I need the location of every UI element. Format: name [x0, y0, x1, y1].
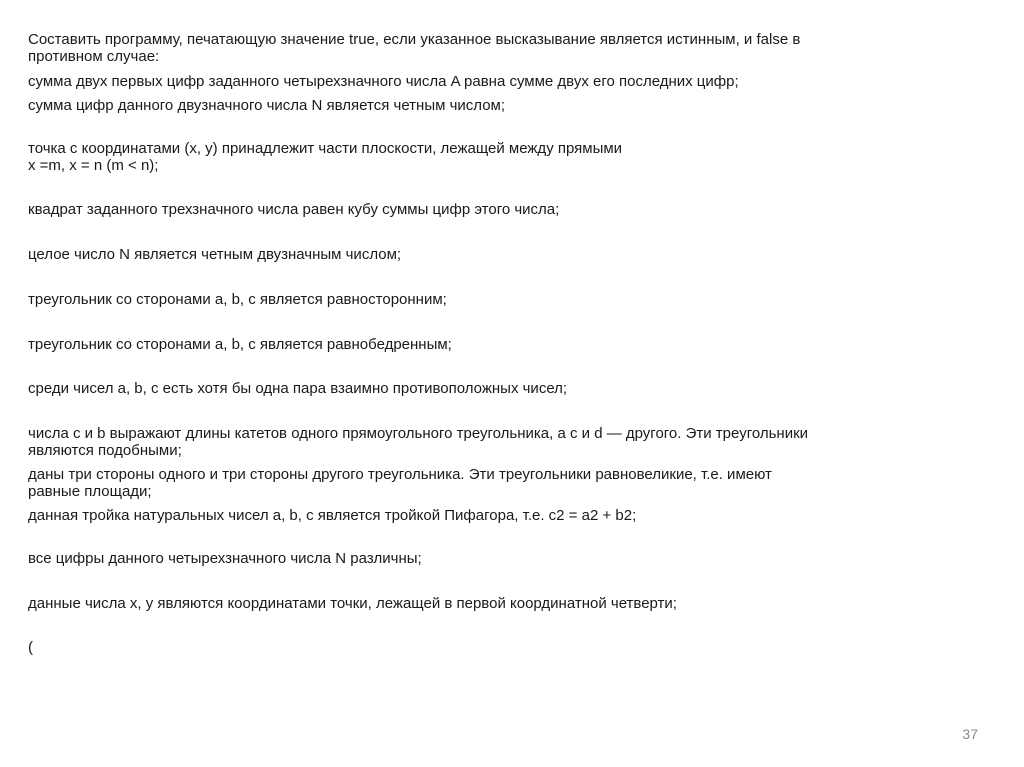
task-intro-line-1: Составить программу, печатающую значение true, если указанное высказывание является истинным, и false в [28, 31, 801, 48]
task-item-isosceles: треугольник со сторонами a, b, c является равнобедренным; [28, 336, 452, 353]
task-item-pythagorean-triple: данная тройка натуральных чисел a, b, c является тройкой Пифагора, т.е. c2 = a2 + b2; [28, 507, 637, 524]
task-item-point-between-lines-1: точка с координатами (x, y) принадлежит части плоскости, лежащей между прямыми [28, 140, 623, 157]
task-item-similar-triangles-1: числа c и b выражают длины катетов одного прямоугольного треугольника, а c и d — другого. Эти треугольники [28, 425, 809, 442]
task-item-square-vs-cube: квадрат заданного трехзначного числа равен кубу суммы цифр этого числа; [28, 201, 560, 218]
task-item-even-two-digit: целое число N является четным двузначным числом; [28, 246, 402, 263]
task-item-first-quadrant: данные числа x, y являются координатами точки, лежащей в первой координатной четверти; [28, 595, 677, 612]
task-item-paren: ( [28, 639, 33, 656]
task-item-equal-area-2: равные площади; [28, 483, 152, 500]
task-item-equal-area-1: даны три стороны одного и три стороны другого треугольника. Эти треугольники равновеликие, т.е. имеют [28, 466, 772, 483]
page-number: 37 [962, 726, 978, 742]
task-item-distinct-digits: все цифры данного четырехзначного числа N различны; [28, 550, 422, 567]
task-intro-line-2: противном случае: [28, 48, 160, 65]
task-item-point-between-lines-2: x =m, x = n (m < n); [28, 157, 159, 174]
task-item-digit-sums: сумма двух первых цифр заданного четырехзначного числа A равна сумме двух его последних цифр; [28, 73, 739, 90]
task-item-even-digit-sum: сумма цифр данного двузначного числа N является четным числом; [28, 97, 506, 114]
task-item-similar-triangles-2: являются подобными; [28, 442, 182, 459]
task-item-equilateral: треугольник со сторонами a, b, c является равносторонним; [28, 291, 447, 308]
task-item-opposite-numbers: среди чисел a, b, c есть хотя бы одна пара взаимно противоположных чисел; [28, 380, 568, 397]
